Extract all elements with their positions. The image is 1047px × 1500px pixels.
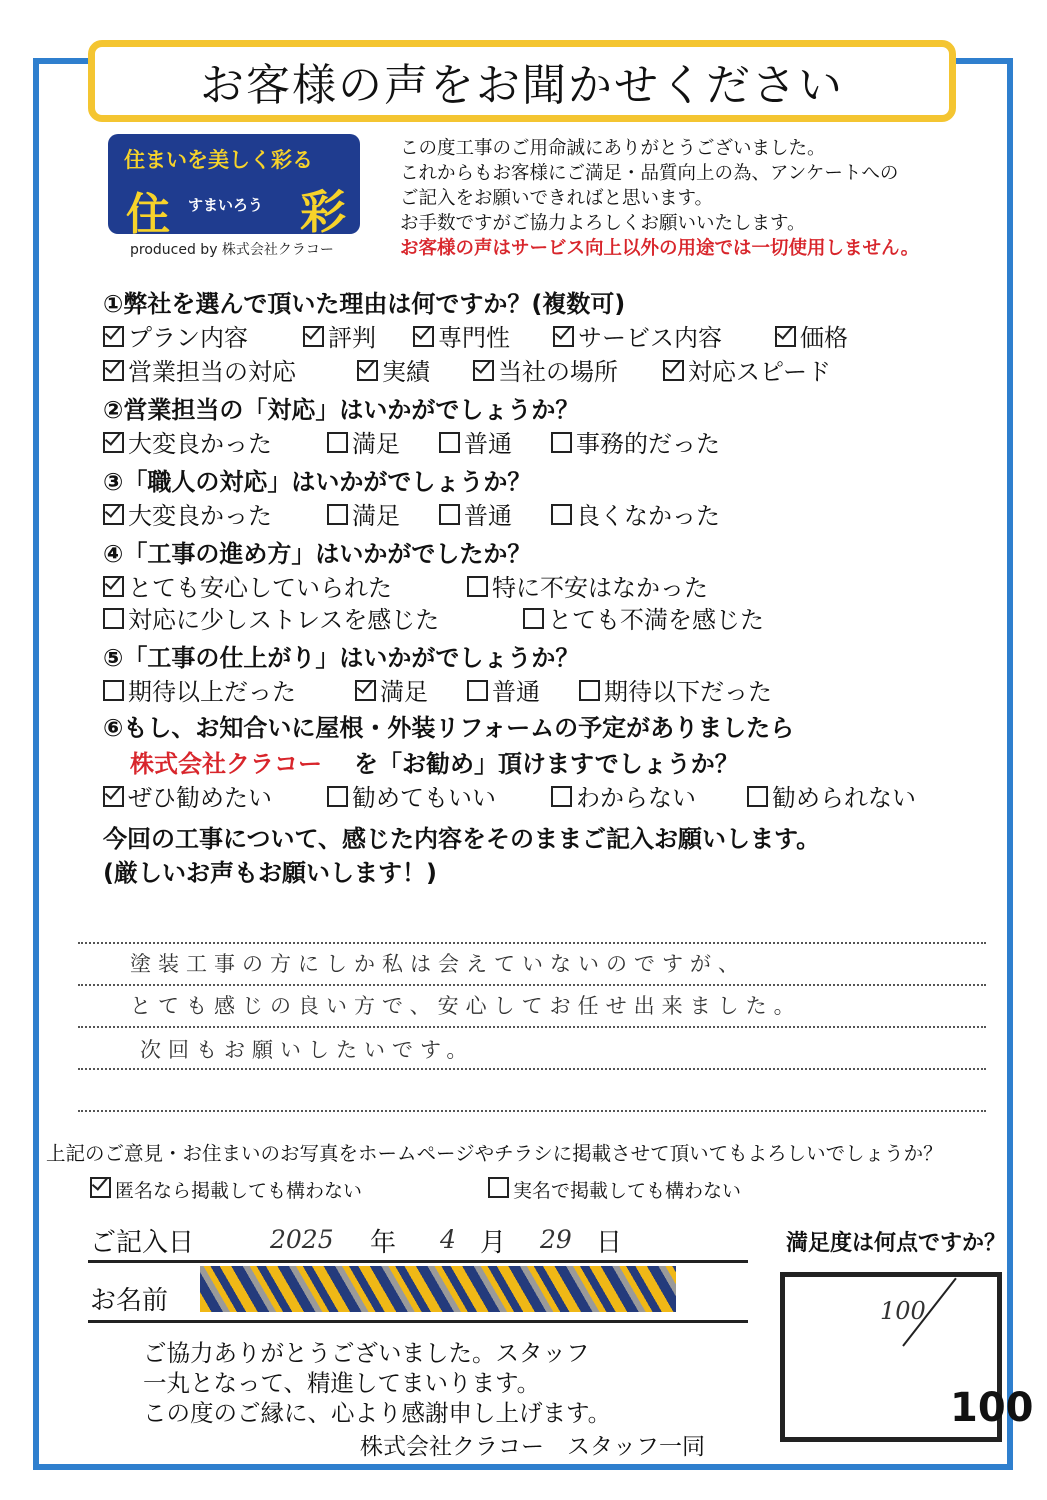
checkbox-icon[interactable]: [551, 504, 572, 525]
q4-option-some-stress[interactable]: 対応に少しストレスを感じた: [103, 600, 439, 635]
question-6: ⑥もし、お知合いに屋根・外装リフォームの予定がありましたら: [103, 714, 795, 742]
checkbox-icon[interactable]: [103, 680, 124, 701]
consent-realname[interactable]: 実名で掲載しても構わない: [488, 1176, 741, 1203]
q6-option-maybe[interactable]: 勧めてもいい: [327, 778, 496, 813]
consent-anonymous[interactable]: 匿名なら掲載しても構わない: [90, 1176, 362, 1203]
q4-option-very-unhappy[interactable]: とても不満を感じた: [523, 600, 764, 635]
satisfaction-max: 100: [950, 1385, 1034, 1431]
q3-option-normal[interactable]: 普通: [439, 496, 512, 531]
satisfaction-box[interactable]: [780, 1272, 1034, 1442]
thanks-message: [143, 1338, 611, 1428]
comment-line-2: [78, 984, 986, 986]
month-unit: 月: [480, 1228, 507, 1258]
intro-text: [400, 136, 919, 261]
year-unit: 年: [370, 1228, 397, 1258]
checkbox-icon[interactable]: [553, 326, 574, 347]
checkbox-icon[interactable]: [775, 326, 796, 347]
q5-option-satisfied[interactable]: 満足: [355, 672, 428, 707]
q1-option-plan[interactable]: プラン内容: [103, 318, 248, 353]
question-1: ①弊社を選んで頂いた理由は何ですか？(複数可): [103, 290, 626, 318]
q1-option-sales[interactable]: 営業担当の対応: [103, 352, 296, 387]
checkbox-icon[interactable]: [103, 432, 124, 453]
q5-option-above[interactable]: 期待以上だった: [103, 672, 296, 707]
name-underline: [88, 1320, 748, 1323]
q6-option-definitely[interactable]: ぜひ勧めたい: [103, 778, 272, 813]
date-day-value[interactable]: 29: [540, 1225, 572, 1254]
question-5: ⑤「工事の仕上がり」はいかがでしょうか？: [103, 644, 580, 672]
question-6-text-2: を「お勧め」頂けますでしょうか？: [354, 750, 739, 778]
checkbox-icon[interactable]: [467, 680, 488, 701]
checkbox-icon[interactable]: [303, 326, 324, 347]
name-label: お名前: [90, 1286, 169, 1316]
question-6-line-2: [130, 744, 739, 779]
checkbox-icon[interactable]: [551, 432, 572, 453]
consent-question: 上記のご意見・お住まいのお写真をホームページやチラシに掲載させて頂いてもよろしいでしょうか？: [46, 1142, 943, 1165]
q5-option-below[interactable]: 期待以下だった: [579, 672, 772, 707]
q1-option-price[interactable]: 価格: [775, 318, 848, 353]
q2-option-normal[interactable]: 普通: [439, 424, 512, 459]
checkbox-icon[interactable]: [357, 360, 378, 381]
q3-option-satisfied[interactable]: 満足: [327, 496, 400, 531]
comment-line-5: [78, 1110, 986, 1112]
checkbox-icon[interactable]: [551, 786, 572, 807]
q1-option-location[interactable]: 当社の場所: [473, 352, 618, 387]
date-year-value[interactable]: 2025: [270, 1225, 334, 1254]
checkbox-icon[interactable]: [103, 608, 124, 629]
q3-option-not-good[interactable]: 良くなかった: [551, 496, 720, 531]
checkbox-icon[interactable]: [90, 1177, 111, 1198]
date-month-value[interactable]: 4: [440, 1225, 456, 1254]
checkbox-icon[interactable]: [439, 504, 460, 525]
checkbox-icon[interactable]: [103, 326, 124, 347]
logo-main-char: 住: [126, 189, 170, 240]
intro-line-1: この度工事のご用命誠にありがとうございました。: [400, 138, 826, 159]
produced-by: produced by 株式会社クラコー: [130, 242, 334, 258]
comment-text-1: 塗装工事の方にしか私は会えていないのですが、: [130, 952, 746, 976]
checkbox-icon[interactable]: [327, 432, 348, 453]
page-title: お客様の声をお聞かせください: [88, 40, 956, 122]
checkbox-icon[interactable]: [327, 504, 348, 525]
date-underline: [88, 1260, 748, 1263]
q4-option-very-safe[interactable]: とても安心していられた: [103, 568, 392, 603]
checkbox-icon[interactable]: [413, 326, 434, 347]
free-comment-prompt: [103, 822, 820, 890]
comment-line-1: [78, 942, 986, 944]
q1-option-expertise[interactable]: 専門性: [413, 318, 510, 353]
free-prompt-line-2: (厳しいお声もお願いします！): [103, 859, 437, 887]
q1-option-service[interactable]: サービス内容: [553, 318, 722, 353]
checkbox-icon[interactable]: [103, 576, 124, 597]
comment-text-3: 次回もお願いしたいです。: [140, 1038, 475, 1062]
q2-option-satisfied[interactable]: 満足: [327, 424, 400, 459]
checkbox-icon[interactable]: [488, 1177, 509, 1198]
thanks-line-1: ご協力ありがとうございました。スタッフ: [143, 1339, 590, 1367]
checkbox-icon[interactable]: [663, 360, 684, 381]
q1-option-speed[interactable]: 対応スピード: [663, 352, 831, 387]
day-unit: 日: [596, 1228, 623, 1258]
comment-text-2: とても感じの良い方で、安心してお任せ出来ました。: [130, 994, 802, 1018]
comment-line-3: [78, 1026, 986, 1028]
q2-option-businesslike[interactable]: 事務的だった: [551, 424, 720, 459]
thanks-line-2: 一丸となって、精進してまいります。: [143, 1369, 541, 1397]
q2-option-very-good[interactable]: 大変良かった: [103, 424, 272, 459]
q4-option-no-concern[interactable]: 特に不安はなかった: [467, 568, 708, 603]
checkbox-icon[interactable]: [747, 786, 768, 807]
question-4: ④「工事の進め方」はいかがでしたか？: [103, 540, 532, 568]
intro-line-4: お手数ですがご協力よろしくお願いいたします。: [400, 213, 806, 234]
q1-option-track-record[interactable]: 実績: [357, 352, 430, 387]
q5-option-normal[interactable]: 普通: [467, 672, 540, 707]
intro-line-3: ご記入をお願いできればと思います。: [400, 188, 714, 209]
brand-logo: [108, 134, 360, 240]
checkbox-icon[interactable]: [103, 504, 124, 525]
logo-tagline: 住まいを美しく彩る: [124, 148, 313, 172]
checkbox-icon[interactable]: [103, 360, 124, 381]
q6-option-cannot[interactable]: 勧められない: [747, 778, 916, 813]
checkbox-icon[interactable]: [523, 608, 544, 629]
free-prompt-line-1: 今回の工事について、感じた内容をそのままご記入お願いします。: [103, 825, 821, 853]
thanks-line-3: この度のご縁に、心より感謝申し上げます。: [143, 1399, 612, 1427]
q6-option-unsure[interactable]: わからない: [551, 778, 696, 813]
company-name: 株式会社クラコー: [130, 750, 322, 778]
comment-line-4: [78, 1068, 986, 1070]
checkbox-icon[interactable]: [327, 786, 348, 807]
signature: 株式会社クラコー スタッフ一同: [360, 1434, 705, 1460]
question-3: ③「職人の対応」はいかがでしょうか？: [103, 468, 532, 496]
satisfaction-question: 満足度は何点ですか？: [786, 1231, 1007, 1256]
checkbox-icon[interactable]: [579, 680, 600, 701]
redacted-name: [200, 1266, 676, 1312]
checkbox-icon[interactable]: [103, 786, 124, 807]
checkbox-icon[interactable]: [467, 576, 488, 597]
intro-line-2: これからもお客様にご満足・品質向上の為、アンケートへの: [400, 163, 899, 184]
logo-kana: すまいろう: [188, 196, 264, 214]
checkbox-icon[interactable]: [473, 360, 494, 381]
satisfaction-score: 100: [880, 1297, 926, 1325]
q3-option-very-good[interactable]: 大変良かった: [103, 496, 272, 531]
date-label: ご記入日: [90, 1228, 195, 1258]
q1-option-reputation[interactable]: 評判: [303, 318, 376, 353]
intro-notice: お客様の声はサービス向上以外の用途では一切使用しません。: [400, 238, 920, 259]
checkbox-icon[interactable]: [355, 680, 376, 701]
logo-color-char: 彩: [300, 185, 346, 239]
checkbox-icon[interactable]: [439, 432, 460, 453]
question-2: ②営業担当の「対応」はいかがでしょうか？: [103, 396, 580, 424]
